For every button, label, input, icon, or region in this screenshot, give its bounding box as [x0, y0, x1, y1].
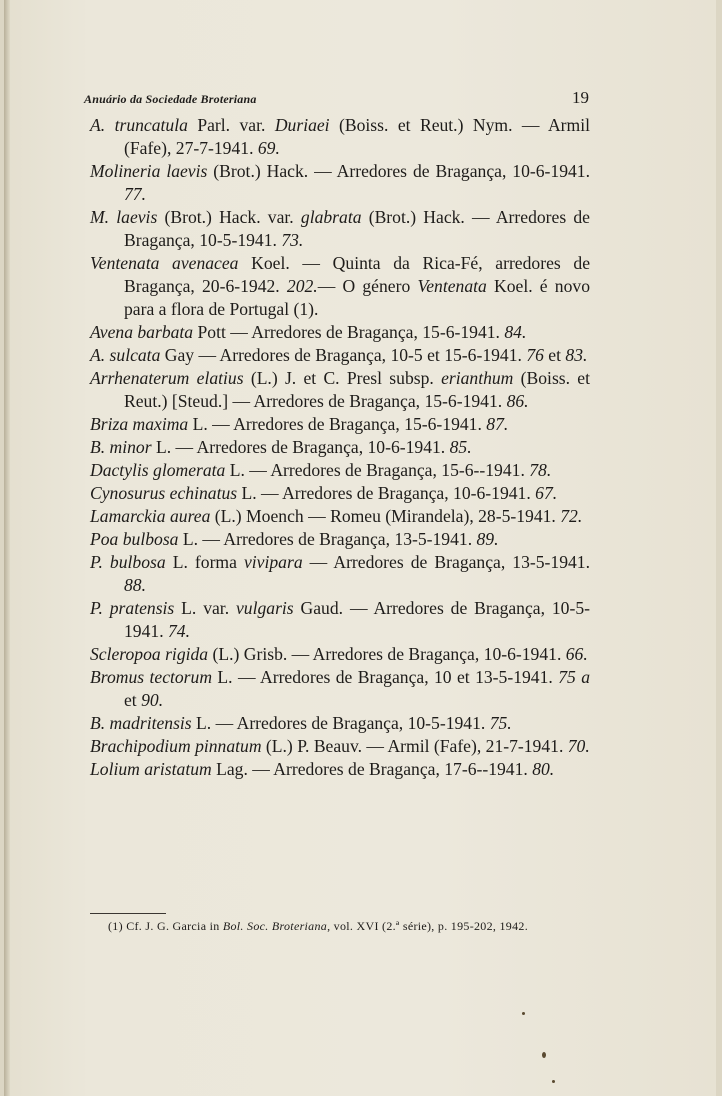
species-entry [90, 643, 590, 666]
taxon-name: Lamarckia aurea [90, 506, 211, 526]
entry-text: (L.) J. et C. Presl subsp. [243, 368, 442, 388]
entry-text: L. — Arredores de Bragança, 10-6-1941. [237, 483, 536, 503]
entry-text: Pott — Arredores de Bragança, 15-6-1941. [193, 322, 505, 342]
entry-text: Parl. var. [187, 115, 275, 135]
entry-text: (L.) Grisb. — Arredores de Bragança, 10-6-1941. [208, 644, 566, 664]
species-entry [90, 367, 590, 413]
genus-name: Ventenata [417, 276, 487, 296]
taxon-name: Poa bulbosa [90, 529, 179, 549]
species-entry [90, 321, 590, 344]
entry-text: L. forma [165, 552, 244, 572]
entry-text: Gay — Arredores de Bragança, 10-5 et 15-6-1941. [160, 345, 527, 365]
taxon-name: A. sulcata [90, 345, 161, 365]
specimen-number: 88. [124, 575, 146, 595]
entry-text: et [543, 345, 566, 365]
entry-text: L. — Arredores de Bragança, 15-6--1941. [225, 460, 530, 480]
paper-speck [522, 1012, 525, 1015]
entry-text: et [124, 690, 142, 710]
entry-text: (Brot.) Hack. var. [157, 207, 301, 227]
species-entry [90, 597, 590, 643]
footnote-rule [90, 913, 166, 914]
specimen-number: 75 a [558, 667, 590, 687]
species-entry [90, 114, 590, 160]
species-entry [90, 413, 590, 436]
infraspecific-name: Duriaei [274, 115, 330, 135]
species-entry [90, 735, 590, 758]
specimen-number: 72. [560, 506, 583, 526]
species-entry [90, 712, 590, 735]
entry-text: (Boiss. et Reut.) [Steud.] — Arredores de Bragança, 15-6-1941. [124, 368, 590, 411]
taxon-name: Lolium aristatum [90, 759, 212, 779]
taxon-name: Avena barbata [90, 322, 194, 342]
species-entry [90, 666, 590, 712]
footnote-journal: Bol. Soc. Broteriana [222, 919, 328, 933]
specimen-number: 69. [257, 138, 280, 158]
entry-text: L. — Arredores de Bragança, 10-6-1941. [151, 437, 450, 457]
entry-text: (L.) Moench — Romeu (Mirandela), 28-5-1941. [210, 506, 561, 526]
species-entry [90, 482, 590, 505]
footnote [90, 917, 592, 936]
paper-speck [542, 1052, 546, 1058]
taxon-name: Brachipodium pinnatum [90, 736, 262, 756]
entry-text: Lag. — Arredores de Bragança, 17-6--1941. [211, 759, 533, 779]
entry-text: L. — Arredores de Bragança, 10-5-1941. [191, 713, 490, 733]
entry-text: (L.) P. Beauv. — Armil (Fafe), 21-7-1941. [261, 736, 568, 756]
specimen-number: 74. [167, 621, 190, 641]
specimen-number: 84. [504, 322, 527, 342]
footnote-text-a: Cf. J. G. Garcia in [122, 919, 223, 933]
specimen-number: 83. [565, 345, 588, 365]
specimen-number: 76 [526, 345, 544, 365]
paper-speck [552, 1080, 555, 1083]
entry-text: Koel. — Quinta da Rica-Fé, arredores de Bragança, 20-6-1942. [124, 253, 590, 296]
species-entry [90, 344, 590, 367]
specimen-number: 86. [506, 391, 529, 411]
specimen-number: 87. [486, 414, 509, 434]
specimen-number: 85. [449, 437, 472, 457]
taxon-name: B. minor [90, 437, 152, 457]
page-header [84, 88, 589, 108]
taxon-name: P. bulbosa [90, 552, 166, 572]
entry-text: L. — Arredores de Bragança, 15-6-1941. [188, 414, 487, 434]
page-number: 19 [572, 88, 589, 107]
specimen-number: 89. [476, 529, 499, 549]
book-page [4, 0, 716, 1096]
species-entry [90, 505, 590, 528]
species-entry [90, 459, 590, 482]
entry-text: — Arredores de Bragança, 13-5-1941. [302, 552, 590, 572]
entry-text: L. — Arredores de Bragança, 13-5-1941. [178, 529, 477, 549]
species-list [90, 114, 590, 781]
specimen-number: 90. [141, 690, 164, 710]
entry-text: L. — Arredores de Bragança, 10 et 13-5-1941. [212, 667, 559, 687]
taxon-name: Dactylis glomerata [90, 460, 226, 480]
taxon-name: M. laevis [90, 207, 158, 227]
entry-text: (Brot.) Hack. — Arredores de Bragança, 10-5-1941. [124, 207, 590, 250]
species-entry [90, 436, 590, 459]
infraspecific-name: vivipara [243, 552, 303, 572]
entry-text: (Boiss. et Reut.) Nym. — Armil (Fafe), 27-7-1941. [124, 115, 590, 158]
specimen-number: 77. [124, 184, 146, 204]
specimen-number: 70. [567, 736, 590, 756]
specimen-number: 78. [529, 460, 552, 480]
page-gutter-edge [4, 0, 10, 1096]
taxon-name: P. pratensis [90, 598, 175, 618]
specimen-number: 67. [535, 483, 558, 503]
taxon-name: A. truncatula [90, 115, 188, 135]
taxon-name: Cynosurus echinatus [90, 483, 238, 503]
footnote-text-b: , vol. XVI (2.ª série), p. 195-202, 1942. [327, 919, 528, 933]
taxon-name: Ventenata avenacea [90, 253, 239, 273]
specimen-number: 73. [281, 230, 304, 250]
species-entry [90, 551, 590, 597]
running-head: Anuário da Sociedade Broteriana [84, 92, 257, 106]
entry-text: Koel. é novo para a flora de Portugal (1). [124, 276, 590, 319]
specimen-number: 66. [565, 644, 588, 664]
footnote-marker: (1) [108, 919, 123, 933]
entry-text: (Brot.) Hack. — Arredores de Bragança, 10-6-1941. [207, 161, 590, 181]
taxon-name: Bromus tectorum [90, 667, 213, 687]
taxon-name: Scleropoa rigida [90, 644, 209, 664]
taxon-name: B. madritensis [90, 713, 192, 733]
entry-text: L. var. [174, 598, 236, 618]
taxon-name: Briza maxima [90, 414, 189, 434]
infraspecific-name: erianthum [441, 368, 514, 388]
species-entry [90, 252, 590, 321]
specimen-number: 75. [489, 713, 512, 733]
entry-text: Gaud. — Arredores de Bragança, 10-5-1941. [124, 598, 590, 641]
taxon-name: Arrhenaterum elatius [90, 368, 244, 388]
species-entry [90, 160, 590, 206]
infraspecific-name: vulgaris [235, 598, 294, 618]
species-entry [90, 758, 590, 781]
specimen-number: 80. [532, 759, 555, 779]
species-entry [90, 206, 590, 252]
infraspecific-name: glabrata [300, 207, 362, 227]
species-entry [90, 528, 590, 551]
infraspecific-name: 202. [286, 276, 318, 296]
entry-text: — O género [317, 276, 418, 296]
taxon-name: Molineria laevis [90, 161, 208, 181]
